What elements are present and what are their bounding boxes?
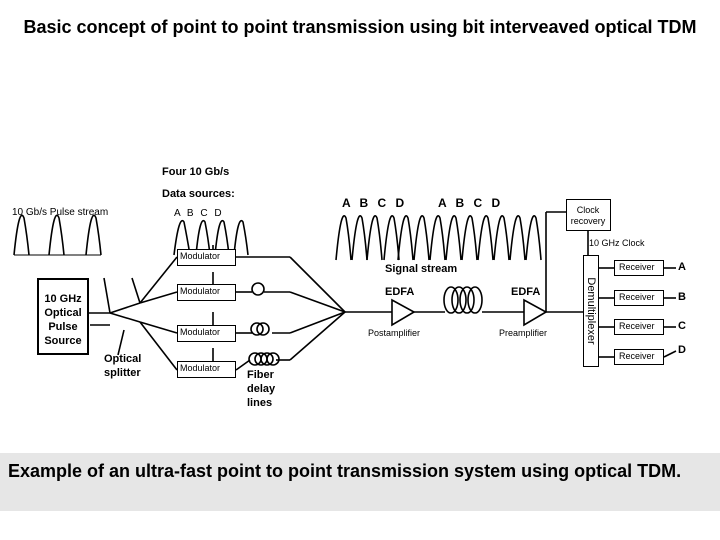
stream-pulse <box>336 216 351 260</box>
clock-recovery-line2: recovery <box>570 216 606 226</box>
channel-b-label: B <box>678 291 686 303</box>
pulse-stream-label: 10 Gb/s Pulse stream <box>12 207 109 218</box>
caption: Example of an ultra-fast point to point transmission system using optical TDM. <box>0 453 720 511</box>
preamplifier-triangle <box>524 300 546 325</box>
channel-c-label: C <box>678 320 686 332</box>
postamplifier-triangle <box>392 300 414 325</box>
modulator-1 <box>177 249 236 266</box>
splitter-label <box>104 352 141 380</box>
delay-line1: Fiber <box>247 369 274 381</box>
receiver-a <box>614 260 664 276</box>
modulator-1-label: Modulator <box>180 251 221 261</box>
signal-stream-label: Signal stream <box>385 263 458 275</box>
modulator-2 <box>177 284 236 301</box>
postamplifier-label: Postamplifier <box>368 328 421 338</box>
input-pulse-1 <box>14 215 29 255</box>
modulator-4-label: Modulator <box>180 363 221 373</box>
receiver-d-label: Receiver <box>619 351 655 361</box>
stream-letters-2: A B C D <box>438 196 504 210</box>
input-pulse-3 <box>86 215 101 255</box>
receiver-d <box>614 349 664 365</box>
pulse-source-line3: Pulse <box>48 321 78 333</box>
pulse-source-line2: Optical <box>44 307 82 319</box>
stream-letters-1: A B C D <box>342 196 408 210</box>
delay-coil-1 <box>252 283 264 295</box>
data-pulse-4 <box>234 221 248 255</box>
input-pulse-2 <box>49 215 64 255</box>
channel-a-label: A <box>678 261 686 273</box>
receiver-b <box>614 290 664 306</box>
delay-line3: lines <box>247 397 273 409</box>
pulse-source-line1: 10 GHz <box>44 293 82 305</box>
splitter-line2: splitter <box>104 367 141 379</box>
modulator-4 <box>177 361 236 378</box>
edfa-2-label: EDFA <box>511 286 541 298</box>
optical-pulse-source-label <box>37 292 89 348</box>
clock-recovery-box <box>566 199 611 231</box>
pulse-source-line4: Source <box>44 335 82 347</box>
clock-recovery-label <box>567 205 609 227</box>
modulator-2-label: Modulator <box>180 286 221 296</box>
demultiplexer-label: Demultiplexer <box>585 277 597 345</box>
receiver-b-label: Receiver <box>619 292 655 302</box>
sources-line1: Four 10 Gb/s <box>162 166 230 178</box>
slide-title: Basic concept of point to point transmission using bit interveaved optical TDM <box>23 17 697 37</box>
edfa-1-label: EDFA <box>385 286 415 298</box>
delay-line2: delay <box>247 383 276 395</box>
clock-label: 10 GHz Clock <box>589 238 645 248</box>
receiver-a-label: Receiver <box>619 262 655 272</box>
sources-line2: Data sources: <box>162 188 235 200</box>
sources-letters: A B C D <box>174 208 224 219</box>
fiber-delay-label <box>247 368 275 410</box>
clock-recovery-line1: Clock <box>576 205 600 215</box>
modulator-3-label: Modulator <box>180 327 221 337</box>
receiver-c-label: Receiver <box>619 321 655 331</box>
receiver-c <box>614 319 664 335</box>
preamplifier-label: Preamplifier <box>499 328 548 338</box>
modulator-3 <box>177 325 236 342</box>
channel-d-label: D <box>678 344 686 356</box>
splitter-line1: Optical <box>104 353 142 365</box>
